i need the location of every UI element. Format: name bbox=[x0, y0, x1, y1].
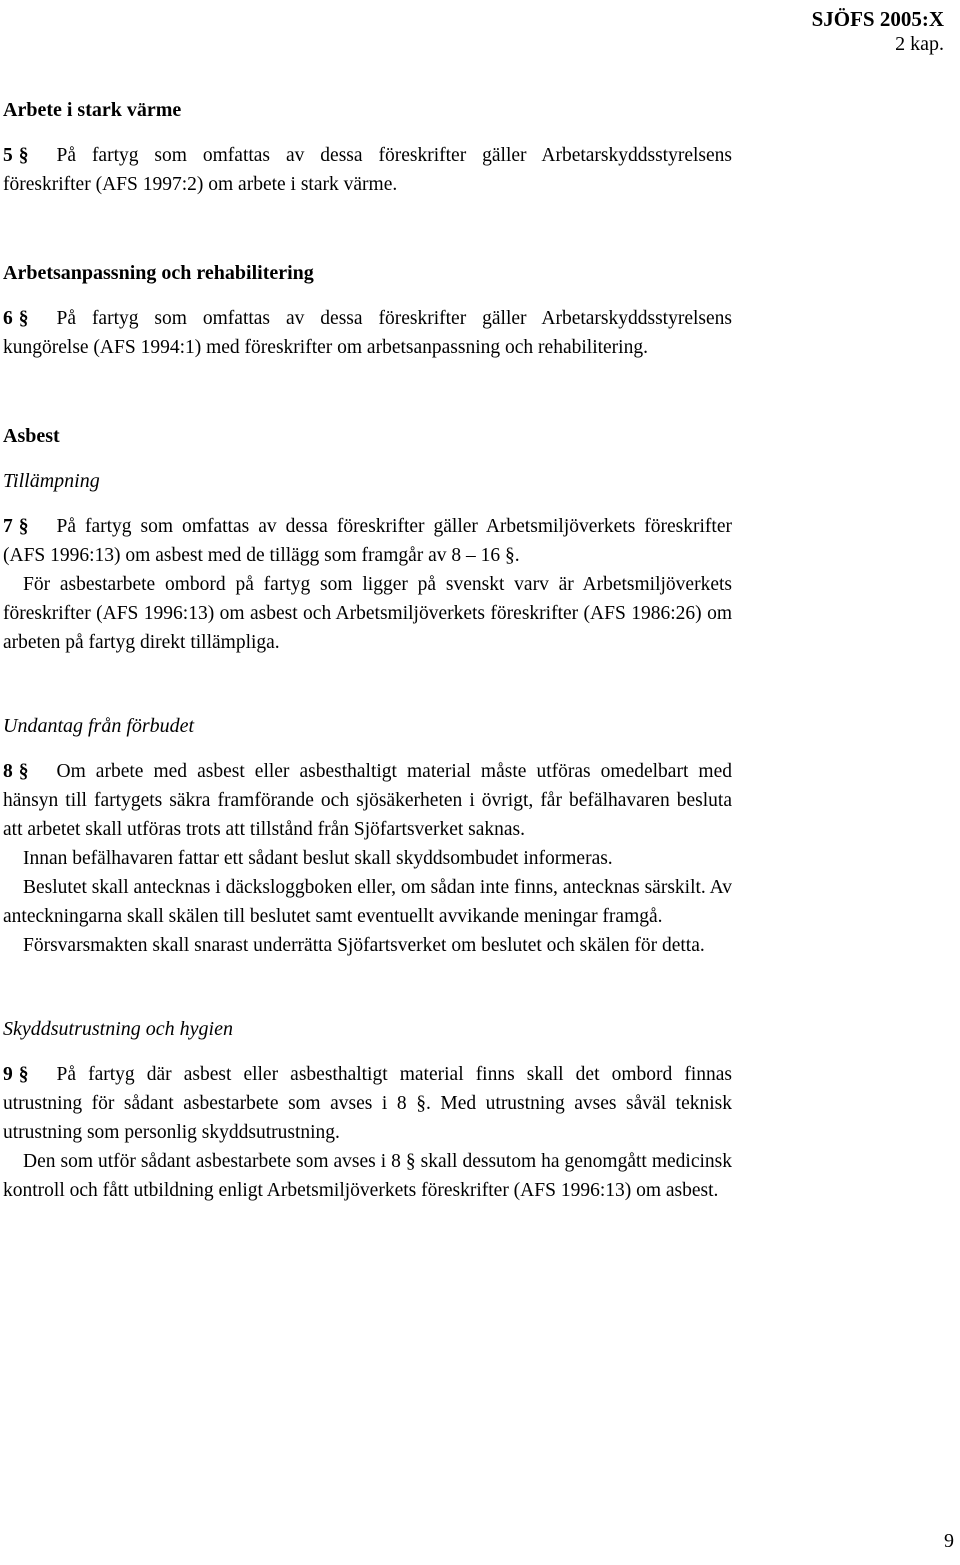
subheading-exception: Undantag från förbudet bbox=[3, 715, 195, 737]
section-text: På fartyg där asbest eller asbesthaltigt material finns skall det ombord finnas utrustning för sådant asbestarbete som avses i 8 §. Med utrustning avses såväl teknisk utrustning som personlig skyddsutrustning. bbox=[3, 1064, 732, 1143]
document-id: SJÖFS 2005:X bbox=[811, 7, 944, 31]
section-sign: § bbox=[18, 516, 29, 537]
section-number: 8 bbox=[3, 761, 13, 782]
page-header bbox=[812, 6, 944, 57]
document-body bbox=[3, 96, 732, 1205]
section-5 bbox=[3, 141, 732, 199]
section-sign: § bbox=[18, 1064, 29, 1085]
heading-asbestos: Asbest bbox=[3, 425, 60, 447]
section-9 bbox=[3, 1060, 732, 1147]
section-text: På fartyg som omfattas av dessa föreskrifter gäller Arbetarskyddsstyrelsens föreskrifter (AFS 1997:2) om arbete i stark värme. bbox=[3, 145, 732, 195]
subheading-application: Tillämpning bbox=[3, 470, 100, 492]
heading-heat: Arbete i stark värme bbox=[3, 99, 182, 121]
chapter-label: 2 kap. bbox=[895, 33, 944, 56]
section-sign: § bbox=[18, 145, 29, 166]
section-sign: § bbox=[18, 761, 29, 782]
section-text: Om arbete med asbest eller asbesthaltigt material måste utföras omedelbart med hänsyn till fartygets säkra framförande och sjösäkerheten i övrigt, får befälhavaren besluta att arbetet skall utföras trots att tillstånd från Sjöfartsverket saknas. bbox=[3, 761, 732, 840]
section-8-paragraph-3: Beslutet skall antecknas i däcksloggboken eller, om sådan inte finns, antecknas särskilt. Av anteckningarna skall skälen till beslutet samt eventuellt avvikande meningar framgå. bbox=[3, 877, 732, 927]
section-9-paragraph-2: Den som utför sådant asbestarbete som avses i 8 § skall dessutom ha genomgått medicinsk kontroll och fått utbildning enligt Arbetsmiljöverkets föreskrifter (AFS 1996:13) om asbest. bbox=[3, 1151, 732, 1201]
page-number: 9 bbox=[944, 1530, 954, 1552]
section-8-paragraph-2: Innan befälhavaren fattar ett sådant beslut skall skyddsombudet informeras. bbox=[23, 848, 613, 869]
subheading-equipment: Skyddsutrustning och hygien bbox=[3, 1018, 233, 1040]
section-number: 7 bbox=[3, 516, 13, 537]
section-7 bbox=[3, 512, 732, 570]
section-8 bbox=[3, 757, 732, 844]
section-sign: § bbox=[18, 308, 29, 329]
section-8-paragraph-4: Försvarsmakten skall snarast underrätta Sjöfartsverket om beslutet och skälen för detta. bbox=[23, 935, 705, 956]
section-number: 6 bbox=[3, 308, 13, 329]
section-number: 5 bbox=[3, 145, 13, 166]
heading-rehabilitation: Arbetsanpassning och rehabilitering bbox=[3, 262, 314, 284]
section-6 bbox=[3, 304, 732, 362]
section-text: På fartyg som omfattas av dessa föreskrifter gäller Arbetsmiljöverkets föreskrifter (AFS 1996:13) om asbest med de tillägg som framgår av 8 – 16 §. bbox=[3, 516, 732, 566]
section-number: 9 bbox=[3, 1064, 13, 1085]
section-text: På fartyg som omfattas av dessa föreskrifter gäller Arbetarskyddsstyrelsens kungörelse (AFS 1994:1) med föreskrifter om arbetsanpassning och rehabilitering. bbox=[3, 308, 732, 358]
section-7-paragraph-2: För asbestarbete ombord på fartyg som ligger på svenskt varv är Arbetsmiljöverkets föreskrifter (AFS 1996:13) om asbest och Arbetsmiljöverkets föreskrifter (AFS 1986:26) om arbeten på fartyg direkt tillämpliga. bbox=[3, 574, 732, 653]
